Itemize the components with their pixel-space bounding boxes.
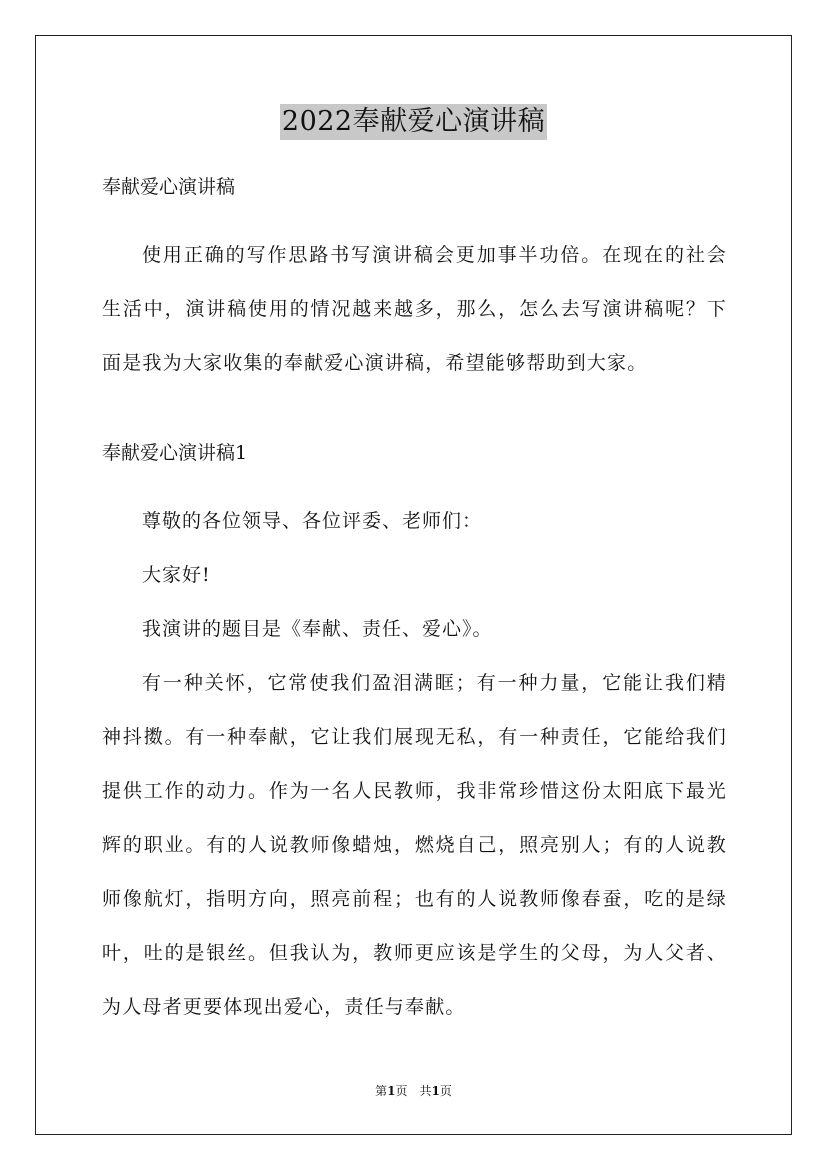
footer-page-number: 1	[387, 1084, 396, 1098]
section1-heading: 奉献爱心演讲稿1	[102, 442, 248, 464]
greeting-line: 大家好!	[142, 564, 211, 586]
topic-line: 我演讲的题目是《奉献、责任、爱心》。	[142, 618, 493, 640]
footer-suffix: 页	[439, 1084, 452, 1098]
footer-page-total: 1	[431, 1084, 440, 1098]
section-heading: 奉献爱心演讲稿	[102, 176, 236, 198]
page-footer	[0, 1083, 827, 1099]
document-body	[102, 174, 727, 1034]
document-title	[0, 104, 827, 140]
intro-paragraph: 使用正确的写作思路书写演讲稿会更加事半功倍。在现在的社会生活中，演讲稿使用的情况越来越多，那么，怎么去写演讲稿呢？下面是我为大家收集的奉献爱心演讲稿，希望能够帮助到大家。	[102, 244, 727, 374]
footer-prefix: 第	[375, 1084, 388, 1098]
body-paragraph: 有一种关怀，它常使我们盈泪满眶；有一种力量，它能让我们精神抖擞。有一种奉献，它让我们展现无私，有一种责任，它能给我们提供工作的动力。作为一名人民教师，我非常珍惜这份太阳底下最光辉的职业。有的人说教师像蜡烛，燃烧自己，照亮别人；有的人说教师像航灯，指明方向，照亮前程；也有的人说教师像春蚕，吃的是绿叶，吐的是银丝。但我认为，教师更应该是学生的父母，为人父者、为人母者更要体现出爱心，责任与奉献。	[102, 672, 727, 1018]
section-spacer	[102, 390, 727, 440]
footer-mid: 页 共	[395, 1084, 432, 1098]
salutation-line: 尊敬的各位领导、各位评委、老师们：	[142, 510, 483, 532]
document-title-text: 2022奉献爱心演讲稿	[280, 104, 547, 140]
